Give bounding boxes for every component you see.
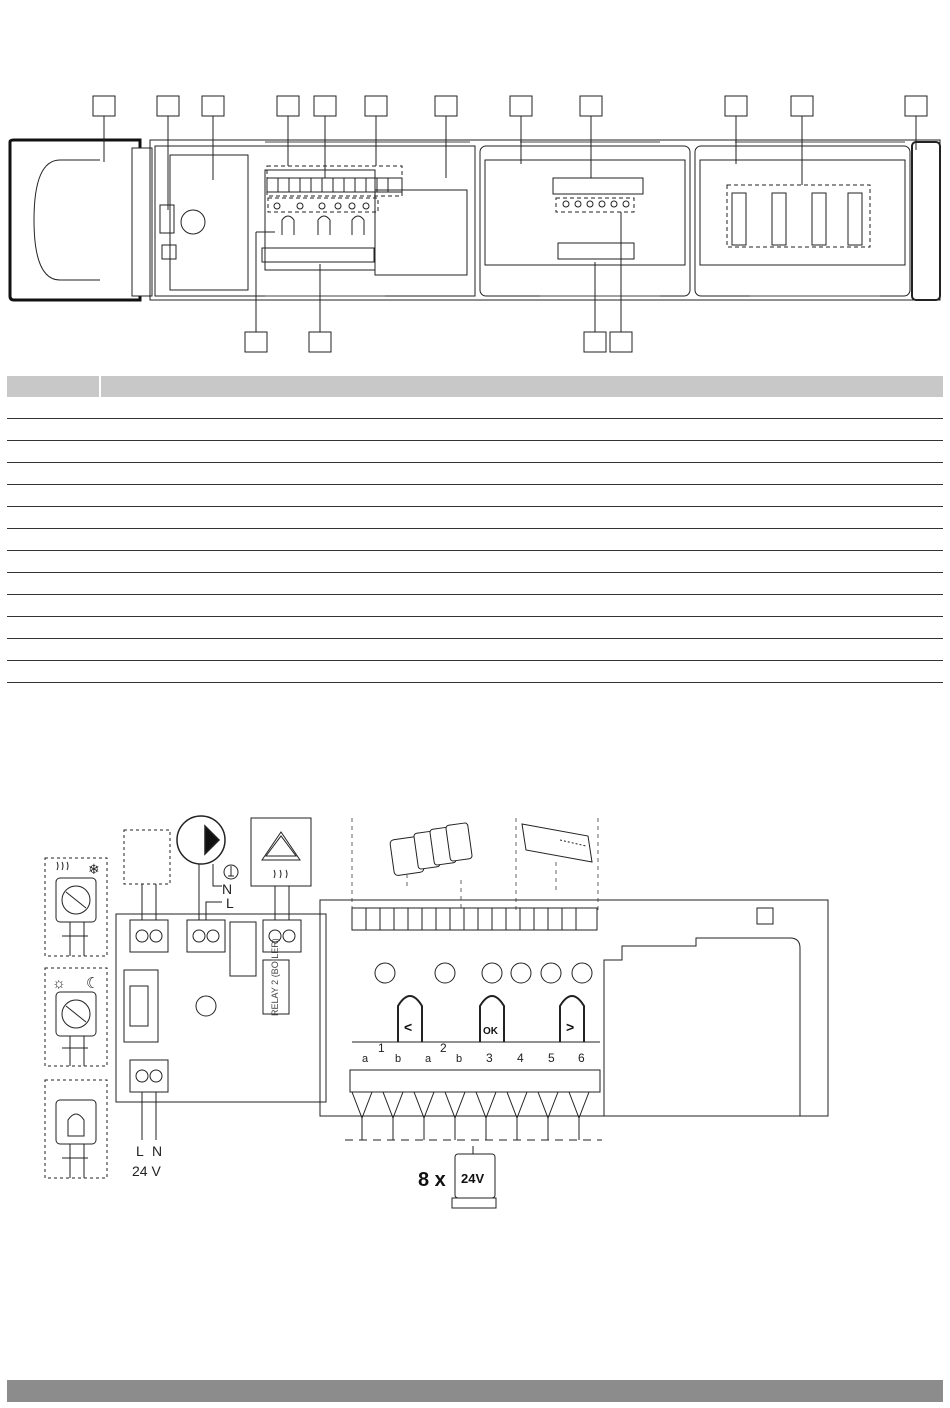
top-terminals [366, 908, 576, 930]
legend-number [7, 485, 100, 507]
actuator-terminals [345, 1070, 602, 1154]
table-row [7, 529, 943, 551]
next-button: > [566, 1019, 575, 1035]
power-l-label: L [136, 1143, 144, 1159]
table-row [7, 419, 943, 441]
callout-boxes-top [93, 96, 927, 116]
legend-description [100, 529, 943, 551]
legend-number [7, 573, 100, 595]
bell-icon [68, 1114, 84, 1136]
legend-description [100, 419, 943, 441]
actuator-voltage-label: 24V [461, 1171, 485, 1186]
boiler-icon [251, 818, 311, 886]
table-row [7, 573, 943, 595]
legend-table [7, 376, 943, 683]
pump-icon [177, 816, 225, 864]
snowflake-icon: ❄ [88, 861, 100, 877]
channel-2b-label: b [456, 1053, 463, 1065]
channel-3-label: 3 [486, 1051, 493, 1065]
callout-boxes-bottom [245, 332, 632, 352]
hatched-rails [265, 142, 905, 296]
channel-6-label: 6 [578, 1051, 585, 1065]
channel-1b-label: b [395, 1053, 402, 1065]
table-row [7, 485, 943, 507]
prev-button: < [404, 1019, 413, 1035]
heat-icon [57, 862, 68, 870]
relay2-label: RELAY 2 (BOILER) [270, 938, 280, 1016]
legend-number [7, 639, 100, 661]
table-row [7, 463, 943, 485]
comfort-eco-switch [52, 975, 99, 1066]
channel-1-label: 1 [378, 1041, 385, 1055]
channel-5-label: 5 [548, 1051, 555, 1065]
relay-module [116, 864, 326, 1140]
legend-number [7, 397, 100, 419]
table-row [7, 617, 943, 639]
legend-number [7, 463, 100, 485]
legend-description [100, 573, 943, 595]
legend-header-description [100, 376, 943, 397]
controller-body [150, 140, 940, 300]
power-voltage-label: 24 V [132, 1163, 161, 1179]
legend-description [100, 595, 943, 617]
channel-1a-label: a [362, 1053, 369, 1065]
table-row [7, 661, 943, 683]
leds-middle [563, 201, 629, 207]
slave-module [522, 824, 592, 862]
button-loops [282, 216, 364, 235]
table-row [7, 507, 943, 529]
table-row [7, 397, 943, 419]
legend-header-number [7, 376, 100, 397]
controller-overview-svg [0, 80, 950, 360]
terminal-block-middle [553, 178, 643, 259]
pump-n-label: N [222, 881, 233, 897]
external-device-box [124, 830, 170, 884]
heat-cool-switch [56, 861, 100, 956]
alarm-switch [56, 1100, 96, 1178]
legend-description [100, 661, 943, 683]
channel-2a-label: a [425, 1053, 432, 1065]
moon-icon: ☾ [86, 975, 100, 992]
legend-header-row [7, 376, 943, 397]
legend-description [100, 463, 943, 485]
wiring-diagram [0, 810, 950, 1230]
table-row [7, 441, 943, 463]
room-thermostats [390, 823, 473, 876]
terminal-columns-right [732, 193, 862, 245]
table-row [7, 551, 943, 573]
channel-4-label: 4 [517, 1051, 524, 1065]
legend-number [7, 617, 100, 639]
table-row [7, 639, 943, 661]
footer-bar [7, 1380, 943, 1402]
legend-number [7, 507, 100, 529]
earth-icon [224, 865, 238, 879]
input-switches [45, 858, 107, 1178]
legend-number [7, 595, 100, 617]
legend-description [100, 441, 943, 463]
terminal-block-bottom-left [262, 248, 374, 262]
status-leds [375, 963, 592, 983]
wiring-svg [0, 810, 950, 1230]
legend-description [100, 617, 943, 639]
channel-2-label: 2 [440, 1041, 447, 1055]
controller-overview-diagram [0, 80, 950, 360]
legend-description [100, 507, 943, 529]
led-row [274, 203, 369, 209]
legend-description [100, 551, 943, 573]
power-module-cover [10, 140, 152, 300]
power-n-label: N [152, 1143, 163, 1159]
legend-number [7, 551, 100, 573]
ok-button: OK [483, 1026, 498, 1037]
pump-l-label: L [226, 895, 234, 911]
legend-description [100, 397, 943, 419]
legend-description [100, 485, 943, 507]
legend-number [7, 661, 100, 683]
legend-number [7, 529, 100, 551]
legend-number [7, 441, 100, 463]
legend-number [7, 419, 100, 441]
legend-description [100, 639, 943, 661]
table-row [7, 595, 943, 617]
sun-icon: ☼ [52, 975, 66, 992]
actuator-count: 8 x [418, 1169, 446, 1191]
